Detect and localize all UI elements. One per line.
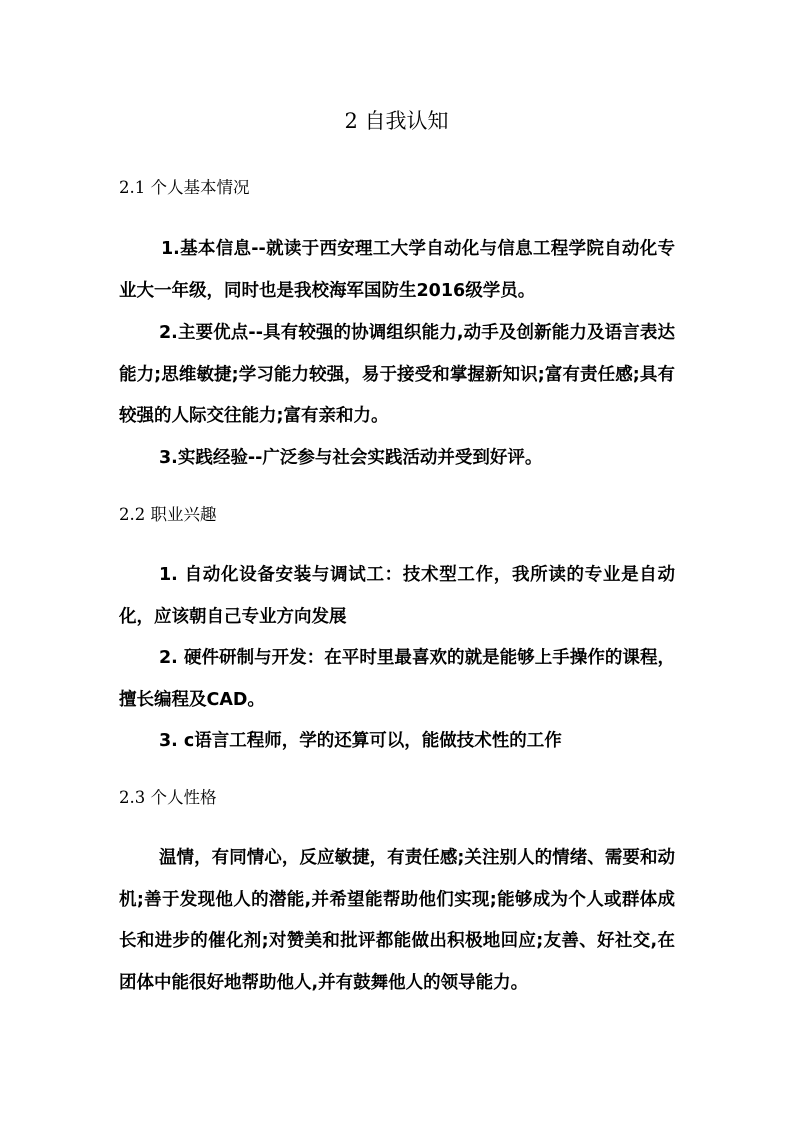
paragraph-experience: 3.实践经验--广泛参与社会实践活动并受到好评。	[159, 448, 543, 468]
paragraph-interest-3: 3. c语言工程师，学的还算可以，能做技术性的工作	[159, 731, 562, 751]
paragraph-interest-1: 1. 自动化设备安装与调试工：技术型工作，我所读的专业是自动化，应该朝自己专业方向发展	[119, 565, 675, 627]
chapter-title: 2 自我认知	[344, 109, 449, 133]
paragraph-strengths: 2.主要优点--具有较强的协调组织能力,动手及创新能力及语言表达能力;思维敏捷;学习能力较强，易于接受和掌握新知识;富有责任感;具有较强的人际交往能力;富有亲和力。	[119, 323, 675, 426]
section-heading-2-3: 2.3 个人性格	[119, 788, 217, 807]
section-heading-2-2: 2.2 职业兴趣	[119, 505, 217, 524]
section-heading-2-1: 2.1 个人基本情况	[119, 178, 250, 197]
paragraph-personality: 温情，有同情心，反应敏捷，有责任感;关注别人的情绪、需要和动机;善于发现他人的潜能,并希望能帮助他们实现;能够成为个人或群体成长和进步的催化剂;对赞美和批评都能做出积极地回应;友善、好社交,在团体中能很好地帮助他人,并有鼓舞他人的领导能力。	[119, 848, 675, 993]
paragraph-interest-2: 2. 硬件研制与开发：在平时里最喜欢的就是能够上手操作的课程，擅长编程及CAD。	[119, 648, 675, 710]
paragraph-basic-info: 1.基本信息--就读于西安理工大学自动化与信息工程学院自动化专业大一年级，同时也是我校海军国防生2016级学员。	[119, 239, 675, 301]
